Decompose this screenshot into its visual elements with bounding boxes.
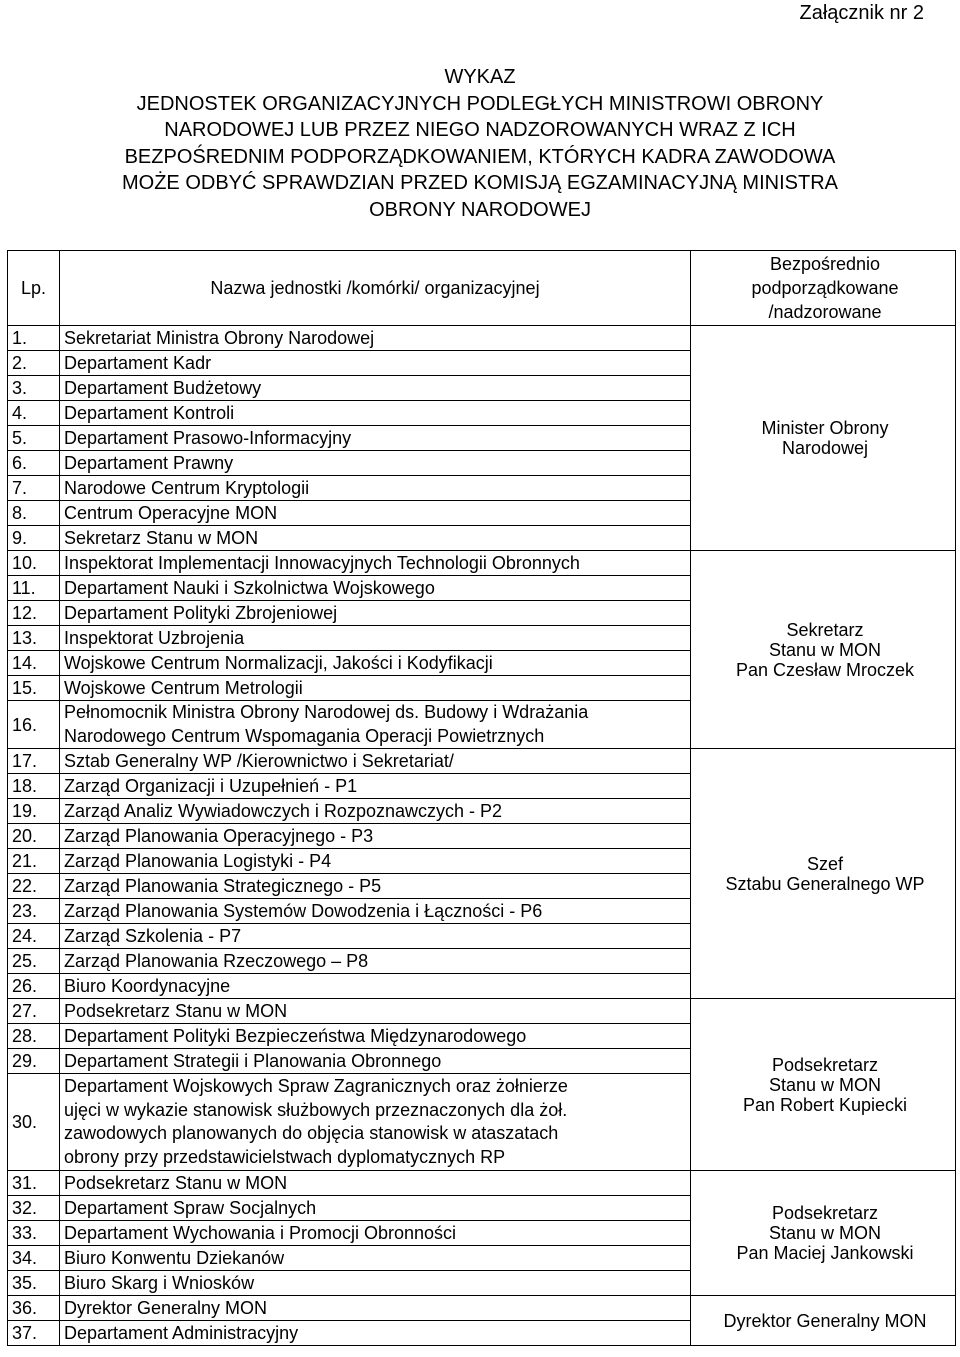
unit-name [60, 551, 691, 576]
row-number: 18. [8, 774, 60, 799]
unit-name [60, 401, 691, 426]
row-number: 10. [8, 551, 60, 576]
unit-name-line: obrony przy przedstawicielstwach dyplomatycznych RP [64, 1146, 506, 1167]
unit-name-line: Centrum Operacyjne MON [64, 503, 278, 523]
unit-name [60, 1271, 691, 1296]
row-number: 27. [8, 999, 60, 1024]
header-lp: Lp. [8, 251, 60, 326]
superior-line: Podsekretarz [771, 1203, 879, 1223]
unit-name [60, 376, 691, 401]
unit-name [60, 501, 691, 526]
unit-name-line: Sekretarz Stanu w MON [64, 528, 259, 548]
row-number: 2. [8, 351, 60, 376]
superior-line: Stanu w MON [768, 1074, 882, 1095]
unit-name-line: Biuro Koordynacyjne [64, 976, 231, 996]
row-number: 24. [8, 924, 60, 949]
superior-authority [691, 1296, 956, 1346]
unit-name-line: Wojskowe Centrum Metrologii [64, 678, 303, 698]
unit-name-line: Pełnomocnik Ministra Obrony Narodowej ds. Budowy i Wdrażania [64, 702, 589, 722]
unit-name [60, 1074, 691, 1171]
unit-name [60, 1321, 691, 1346]
unit-name-line: Zarząd Planowania Systemów Dowodzenia i Łączności - P6 [64, 901, 543, 921]
superior-authority [691, 749, 956, 999]
unit-name [60, 326, 691, 351]
unit-name [60, 601, 691, 626]
unit-name [60, 701, 691, 749]
unit-name-line: Sztab Generalny WP /Kierownictwo i Sekretariat/ [64, 751, 454, 771]
unit-name [60, 974, 691, 999]
superior-line: Narodowej [781, 438, 869, 458]
unit-name-line: Departament Kontroli [64, 403, 235, 423]
superior-line: Stanu w MON [768, 639, 882, 660]
unit-name [60, 1024, 691, 1049]
title-line: WYKAZ [444, 66, 516, 88]
unit-name-line: Departament Administracyjny [64, 1323, 299, 1343]
unit-name-line: Biuro Konwentu Dziekanów [64, 1248, 285, 1268]
superior-authority [691, 326, 956, 551]
unit-name-line: Departament Strategii i Planowania Obronnego [64, 1051, 442, 1071]
unit-name-line: Zarząd Planowania Strategicznego - P5 [64, 876, 382, 896]
unit-name-line: Dyrektor Generalny MON [64, 1298, 268, 1318]
unit-name-line: Departament Spraw Socjalnych [64, 1198, 317, 1218]
title-line: BEZPOŚREDNIM PODPORZĄDKOWANIEM, KTÓRYCH KADRA ZAWODOWA [124, 145, 836, 168]
unit-name [60, 1049, 691, 1074]
superior-line: Pan Robert Kupiecki [742, 1094, 908, 1115]
unit-name [60, 849, 691, 874]
row-number: 3. [8, 376, 60, 401]
unit-name-line: Zarząd Planowania Rzeczowego – P8 [64, 951, 369, 971]
unit-name-line: ujęci w wykazie stanowisk służbowych przeznaczonych dla żoł. [64, 1099, 568, 1120]
unit-name [60, 1246, 691, 1271]
row-number: 13. [8, 626, 60, 651]
row-number: 25. [8, 949, 60, 974]
row-number: 37. [8, 1321, 60, 1346]
row-number: 7. [8, 476, 60, 501]
table-row [8, 326, 956, 351]
unit-name-line: Departament Budżetowy [64, 378, 262, 398]
superior-line: Pan Maciej Jankowski [736, 1243, 914, 1263]
superior-line: Szef [806, 853, 844, 874]
unit-name-line: Departament Prawny [64, 453, 234, 473]
unit-name [60, 426, 691, 451]
unit-name-line: Zarząd Szkolenia - P7 [64, 926, 242, 946]
unit-name-line: Podsekretarz Stanu w MON [64, 1173, 288, 1193]
superior-authority [691, 999, 956, 1171]
unit-name-line: Departament Kadr [64, 353, 212, 373]
unit-name-line: Podsekretarz Stanu w MON [64, 1001, 288, 1021]
row-number: 19. [8, 799, 60, 824]
unit-name-line: Departament Wychowania i Promocji Obronności [64, 1223, 457, 1243]
row-number: 26. [8, 974, 60, 999]
unit-name [60, 626, 691, 651]
row-number: 12. [8, 601, 60, 626]
unit-name [60, 924, 691, 949]
row-number: 1. [8, 326, 60, 351]
row-number: 35. [8, 1271, 60, 1296]
unit-name-line: Wojskowe Centrum Normalizacji, Jakości i Kodyfikacji [64, 653, 493, 673]
superior-line: Dyrektor Generalny MON [723, 1310, 927, 1331]
unit-name [60, 576, 691, 601]
unit-name-line: Departament Wojskowych Spraw Zagranicznych oraz żołnierze [64, 1076, 568, 1096]
unit-name [60, 824, 691, 849]
table-row [8, 999, 956, 1024]
superior-line: Pan Czesław Mroczek [735, 659, 915, 680]
unit-name-line: Inspektorat Implementacji Innowacyjnych Technologii Obronnych [64, 553, 580, 573]
unit-name-line: Narodowego Centrum Wspomagania Operacji Powietrznych [64, 725, 545, 746]
table-row [8, 1296, 956, 1321]
row-number: 11. [8, 576, 60, 601]
superior-authority [691, 1171, 956, 1296]
row-number: 34. [8, 1246, 60, 1271]
row-number: 4. [8, 401, 60, 426]
unit-name [60, 651, 691, 676]
title-line: JEDNOSTEK ORGANIZACYJNYCH PODLEGŁYCH MINISTROWI OBRONY [136, 92, 824, 115]
annex-label: Załącznik nr 2 [799, 2, 924, 24]
row-number: 17. [8, 749, 60, 774]
row-number: 36. [8, 1296, 60, 1321]
unit-name [60, 676, 691, 701]
table-row [8, 749, 956, 774]
unit-name-line: Inspektorat Uzbrojenia [64, 628, 245, 648]
units-table [7, 250, 956, 1346]
header-superior: Bezpośrednio podporządkowane /nadzorowane [691, 251, 956, 326]
row-number: 5. [8, 426, 60, 451]
title-line: OBRONY NARODOWEJ [369, 198, 591, 221]
unit-name [60, 451, 691, 476]
unit-name [60, 1196, 691, 1221]
title-line: NARODOWEJ LUB PRZEZ NIEGO NADZOROWANYCH WRAZ Z ICH [164, 119, 796, 141]
row-number: 22. [8, 874, 60, 899]
row-number: 16. [8, 701, 60, 749]
unit-name-line: Narodowe Centrum Kryptologii [64, 478, 310, 498]
header-name: Nazwa jednostki /komórki/ organizacyjnej [60, 251, 691, 326]
unit-name-line: Sekretariat Ministra Obrony Narodowej [64, 328, 375, 348]
row-number: 6. [8, 451, 60, 476]
unit-name [60, 774, 691, 799]
table-header-row [8, 251, 956, 326]
unit-name-line: Zarząd Planowania Logistyki - P4 [64, 851, 332, 871]
superior-line: Stanu w MON [768, 1223, 882, 1243]
title-line: MOŻE ODBYĆ SPRAWDZIAN PRZED KOMISJĄ EGZAMINACYJNĄ MINISTRA [122, 172, 838, 194]
superior-line: Minister Obrony [761, 418, 889, 438]
unit-name [60, 526, 691, 551]
row-number: 14. [8, 651, 60, 676]
unit-name [60, 1221, 691, 1246]
unit-name-line: Biuro Skarg i Wniosków [64, 1273, 255, 1293]
row-number: 21. [8, 849, 60, 874]
unit-name [60, 1296, 691, 1321]
unit-name-line: Zarząd Organizacji i Uzupełnień - P1 [64, 776, 358, 796]
unit-name-line: Departament Prasowo-Informacyjny [64, 428, 352, 448]
table-row [8, 551, 956, 576]
row-number: 33. [8, 1221, 60, 1246]
row-number: 23. [8, 899, 60, 924]
unit-name-line: Departament Nauki i Szkolnictwa Wojskowego [64, 578, 435, 598]
superior-line: Sztabu Generalnego WP [725, 873, 925, 894]
row-number: 32. [8, 1196, 60, 1221]
row-number: 20. [8, 824, 60, 849]
table-row [8, 1171, 956, 1196]
row-number: 9. [8, 526, 60, 551]
row-number: 30. [8, 1074, 60, 1171]
superior-authority [691, 551, 956, 749]
unit-name-line: Zarząd Planowania Operacyjnego - P3 [64, 826, 374, 846]
row-number: 15. [8, 676, 60, 701]
unit-name [60, 999, 691, 1024]
superior-line: Sekretarz [786, 619, 864, 640]
unit-name [60, 1171, 691, 1196]
unit-name-line: Departament Polityki Zbrojeniowej [64, 603, 338, 623]
superior-line: Podsekretarz [771, 1054, 879, 1075]
row-number: 28. [8, 1024, 60, 1049]
unit-name [60, 476, 691, 501]
unit-name [60, 899, 691, 924]
unit-name-line: Departament Polityki Bezpieczeństwa Międzynarodowego [64, 1026, 527, 1046]
unit-name-line: Zarząd Analiz Wywiadowczych i Rozpoznawczych - P2 [64, 801, 503, 821]
unit-name [60, 351, 691, 376]
unit-name [60, 949, 691, 974]
row-number: 8. [8, 501, 60, 526]
unit-name [60, 799, 691, 824]
unit-name [60, 874, 691, 899]
row-number: 29. [8, 1049, 60, 1074]
document-title [0, 64, 960, 223]
row-number: 31. [8, 1171, 60, 1196]
unit-name [60, 749, 691, 774]
unit-name-line: zawodowych planowanych do objęcia stanowisk w ataszatach [64, 1123, 559, 1143]
